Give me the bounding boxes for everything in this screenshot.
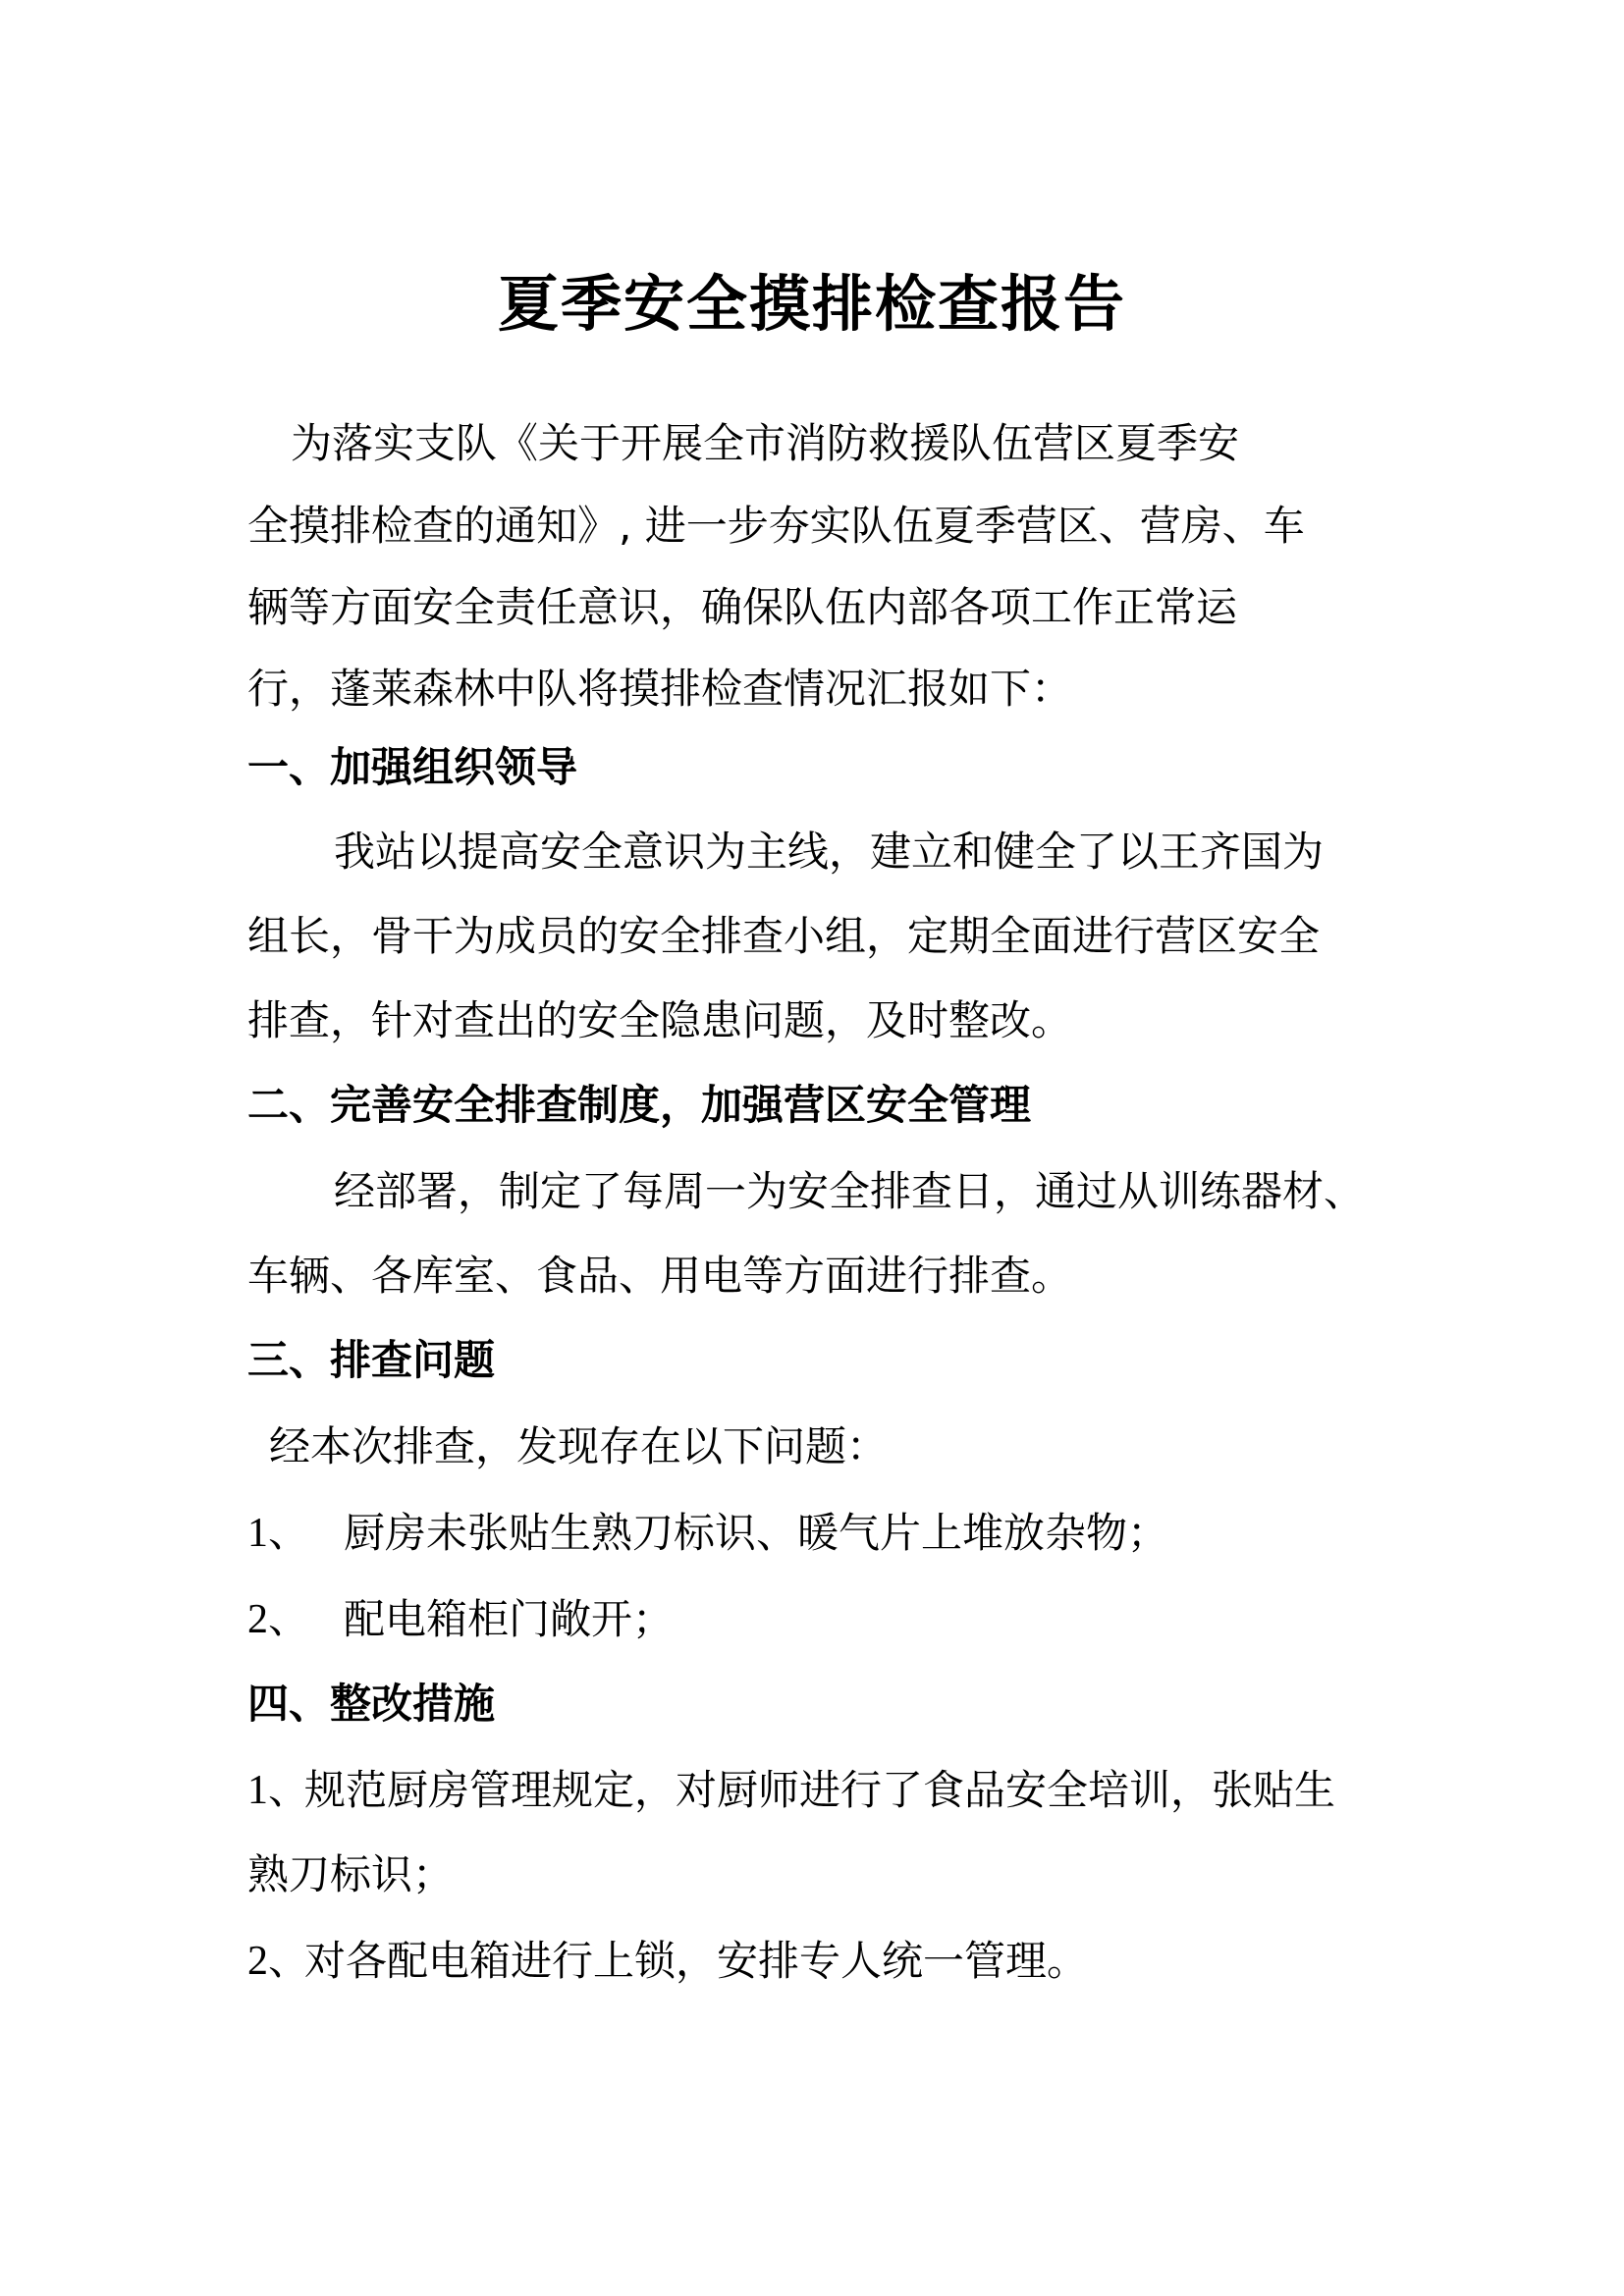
section-4-item-1-continuation: 熟刀标识； (247, 1850, 455, 1898)
section-3-intro: 经本次排查，发现存在以下问题： (269, 1422, 889, 1470)
section-1-heading: 一、加强组织领导 (247, 743, 578, 791)
section-4-item-1-number: 1、 (247, 1768, 310, 1813)
section-1-line-2: 组长，骨干为成员的安全排查小组，定期全面进行营区安全 (247, 912, 1321, 960)
section-1-line-3: 排查，针对查出的安全隐患问题，及时整改。 (247, 996, 1073, 1044)
intro-line-4: 行，蓬莱森林中队将摸排检查情况汇报如下： (247, 665, 1073, 713)
section-4-item-2-text: 对各配电箱进行上锁，安排专人统一管理。 (304, 1937, 1089, 1985)
intro-line-3: 辆等方面安全责任意识，确保队伍内部各项工作正常运 (247, 583, 1238, 631)
section-3-item-1-text: 厨房未张贴生熟刀标识、暖气片上堆放杂物； (344, 1509, 1169, 1557)
section-4-item-1-text: 规范厨房管理规定，对厨师进行了食品安全培训，张贴生 (304, 1766, 1336, 1814)
section-3-item-2-number: 2、 (247, 1597, 310, 1642)
section-2-line-1: 经部署，制定了每周一为安全排查日，通过从训练器材、 (334, 1167, 1366, 1215)
section-1-line-1: 我站以提高安全意识为主线，建立和健全了以王齐国为 (334, 828, 1325, 876)
section-3-heading: 三、排查问题 (247, 1336, 496, 1384)
section-4-item-2-number: 2、 (247, 1939, 310, 1984)
intro-line-1: 为落实支队《关于开展全市消防救援队伍营区夏季安 (291, 419, 1240, 467)
document-title: 夏季安全摸排检查报告 (497, 268, 1126, 340)
section-3-item-1-number: 1、 (247, 1511, 310, 1556)
section-2-line-2: 车辆、各库室、食品、用电等方面进行排查。 (247, 1252, 1073, 1300)
section-2-heading: 二、完善安全排查制度，加强营区安全管理 (247, 1081, 1032, 1129)
section-4-heading: 四、整改措施 (247, 1680, 496, 1728)
section-3-item-2-text: 配电箱柜门敞开； (344, 1595, 675, 1643)
intro-line-2: 全摸排检查的通知》, 进一步夯实队伍夏季营区、营房、车 (247, 502, 1305, 550)
